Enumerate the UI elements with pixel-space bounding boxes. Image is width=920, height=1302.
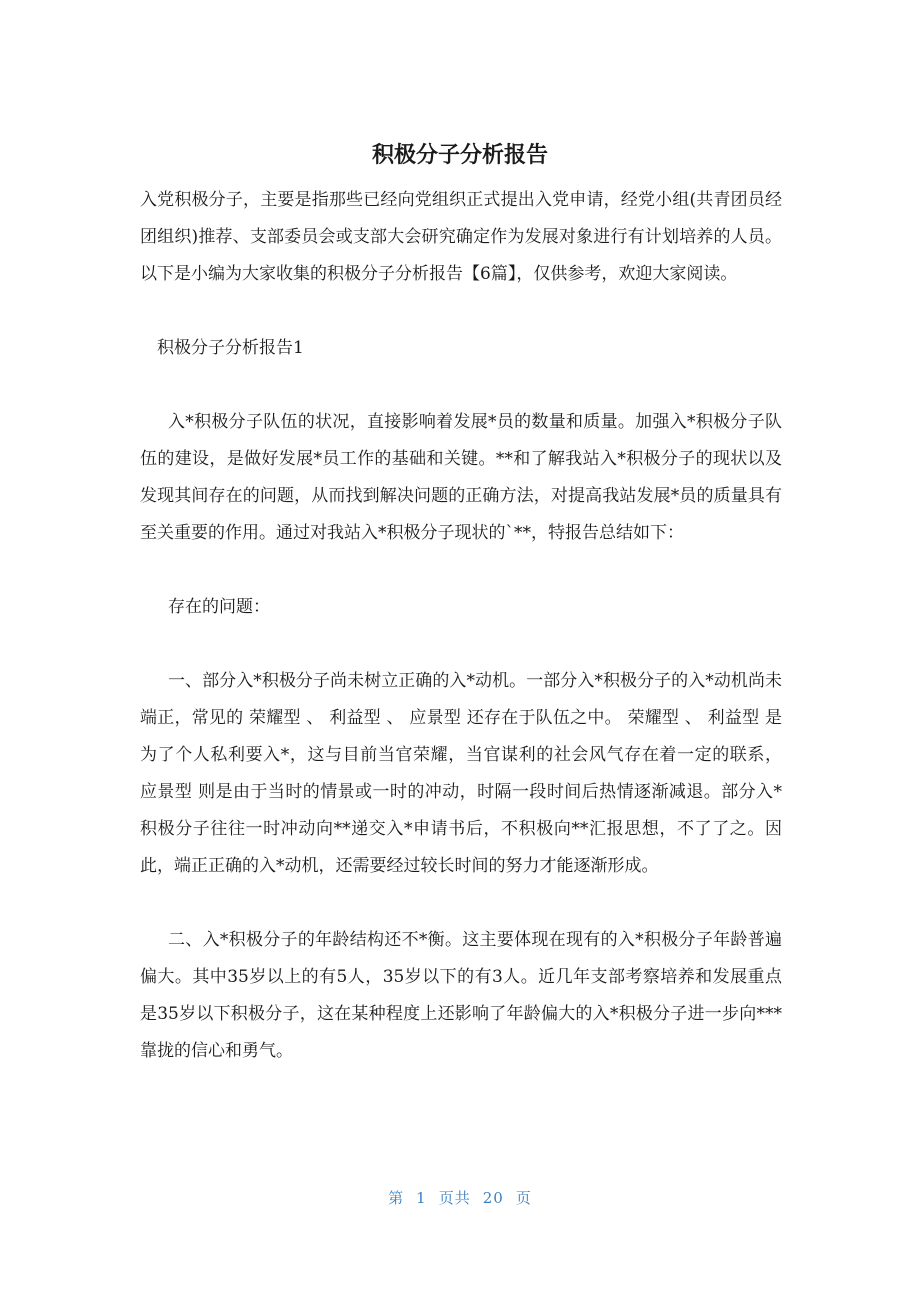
body-paragraph-4: 二、入*积极分子的年龄结构还不*衡。这主要体现在现有的入*积极分子年龄普遍偏大。其中35岁以上的有5人，35岁以下的有3人。近几年支部考察培养和发展重点是35岁以下积极分子，这在某种程度上还影响了年龄偏大的入*积极分子进一步向***靠拢的信心和勇气。 — [140, 930, 782, 1061]
footer-current-page: 1 — [416, 1189, 427, 1207]
section-heading: 积极分子分析报告1 — [157, 338, 304, 358]
footer-suffix: 页 — [515, 1189, 532, 1207]
footer-total-pages: 20 — [482, 1189, 504, 1207]
intro-paragraph: 入党积极分子，主要是指那些已经向党组织正式提出入党申请，经党小组(共青团员经团组织)推荐、支部委员会或支部大会研究确定作为发展对象进行有计划培养的人员。以下是小编为大家收集的积极分子分析报告【6篇】，仅供参考，欢迎大家阅读。 — [140, 190, 782, 284]
footer-middle: 页共 — [438, 1189, 471, 1207]
body-paragraph-3: 一、部分入*积极分子尚未树立正确的入*动机。一部分入*积极分子的入*动机尚未端正，常见的 荣耀型 、 利益型 、 应景型 还存在于队伍之中。 荣耀型 、 利益型 是为了个人私利要入*，这与目前当官荣耀，当官谋利的社会风气存在着一定的联系， 应景型 则是由于当时的情景或一时的冲动，时隔一段时间后热情逐渐减退。部分入*积极分子往往一时冲动向**递交入*申请书后，不积极向**汇报思想，不了了之。因此，端正正确的入*动机，还需要经过较长时间的努力才能逐渐形成。 — [140, 671, 782, 876]
body-paragraph-1: 入*积极分子队伍的状况，直接影响着发展*员的数量和质量。加强入*积极分子队伍的建设，是做好发展*员工作的基础和关键。**和了解我站入*积极分子的现状以及发现其间存在的问题，从而找到解决问题的正确方法，对提高我站发展*员的质量具有至关重要的作用。通过对我站入*积极分子现状的`**，特报告总结如下： — [140, 412, 782, 543]
document-title: 积极分子分析报告 — [371, 143, 548, 168]
body-paragraph-2: 存在的问题： — [168, 597, 270, 617]
document-body — [140, 182, 782, 1107]
footer-prefix: 第 — [388, 1189, 405, 1207]
page-footer — [0, 1184, 920, 1212]
